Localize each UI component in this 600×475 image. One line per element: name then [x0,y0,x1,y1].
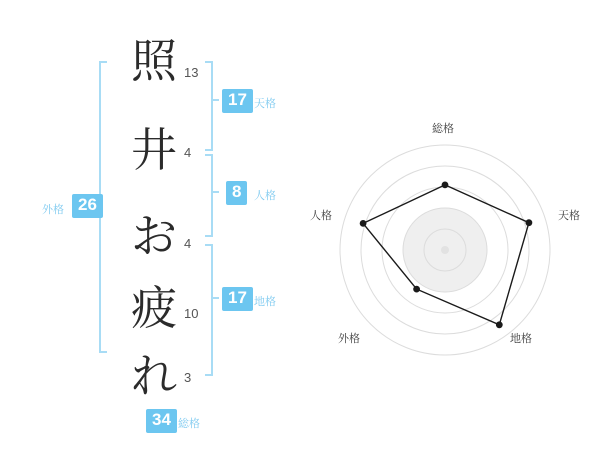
radar-axis-label-soukaku: 総格 [432,122,454,135]
score-label-tenkaku: 天格 [254,97,276,110]
score-chip-jinkaku[interactable]: 8 [226,181,247,205]
score-chip-soukaku[interactable]: 34 [146,409,177,433]
stroke-count-2: 4 [184,145,192,160]
kanji-char-2: 井 [131,123,177,177]
kanji-char-1: 照 [131,34,177,88]
score-label-soukaku: 総格 [178,417,200,430]
radar-data-point [526,219,533,226]
radar-chart [310,0,600,470]
score-label-chikaku: 地格 [254,295,276,308]
radar-data-point [360,220,367,227]
stroke-count-3: 4 [184,236,192,251]
score-label-jinkaku: 人格 [254,189,276,202]
stroke-count-1: 13 [184,65,199,80]
kanji-char-5: れ [131,349,177,403]
kanji-char-3: お [131,209,177,263]
stroke-count-5: 3 [184,370,192,385]
radar-chart-svg [310,0,600,470]
radar-axis-label-gaikaku: 外格 [338,332,360,345]
kanji-char-4: 疲 [131,281,177,335]
stroke-count-4: 10 [184,306,199,321]
radar-axis-label-jinkaku: 人格 [310,209,332,222]
score-chip-chikaku[interactable]: 17 [222,287,253,311]
score-chip-tenkaku[interactable]: 17 [222,89,253,113]
radar-data-point [442,182,449,189]
radar-axis-label-tenkaku: 天格 [558,209,580,222]
radar-data-point [413,286,420,293]
radar-axis-label-chikaku: 地格 [510,332,532,345]
score-chip-gaikaku[interactable]: 26 [72,194,103,218]
score-label-gaikaku: 外格 [42,203,64,216]
radar-data-point [496,321,503,328]
radar-center-dot [441,246,449,254]
